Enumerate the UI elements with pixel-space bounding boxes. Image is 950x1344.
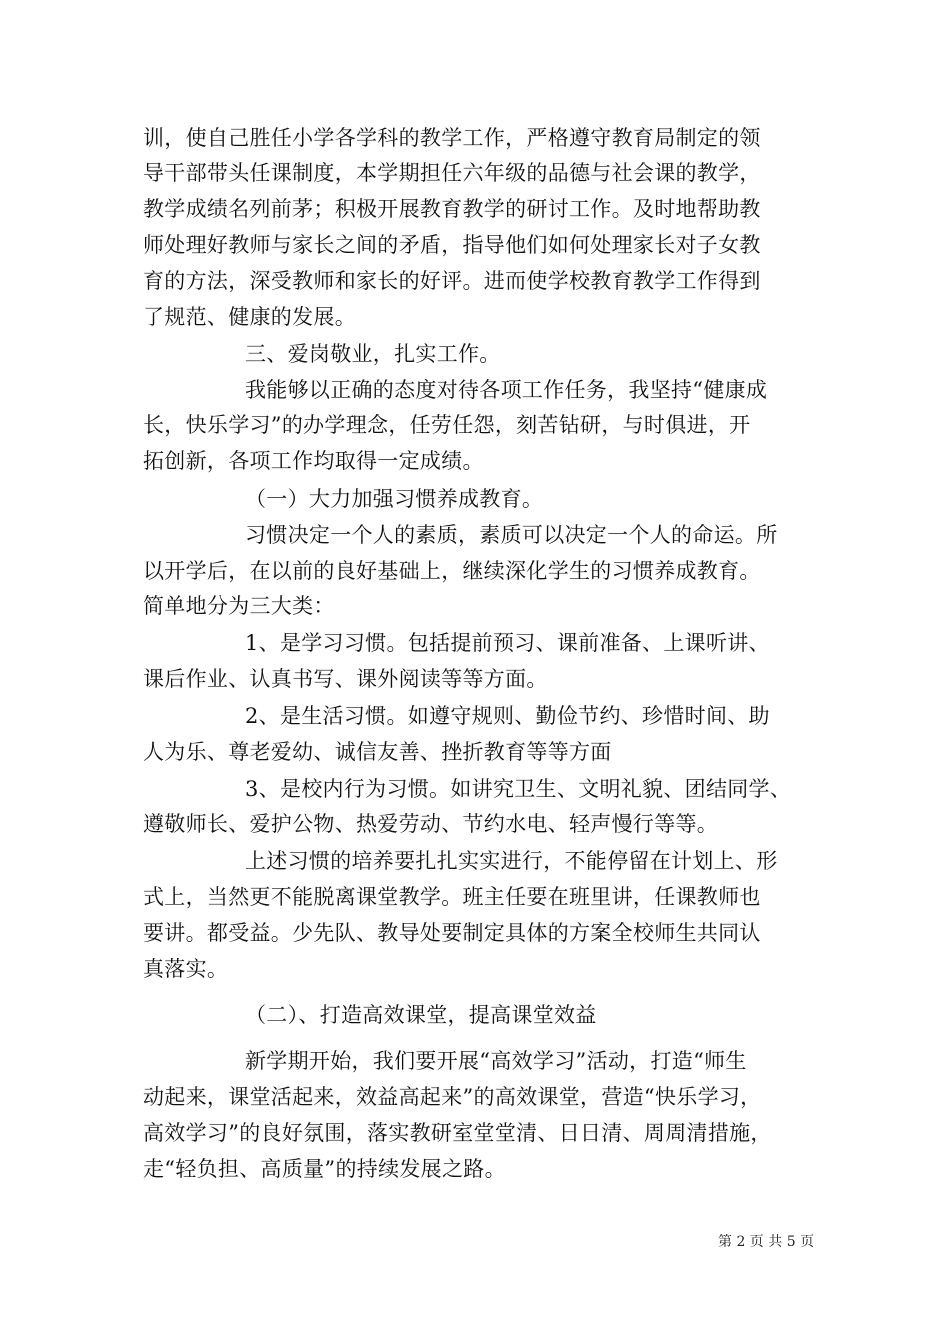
text-line: 课后作业、认真书写、课外阅读等等方面。 [143,667,548,691]
text-line: 育的方法，深受教师和家长的好评。进而使学校教育教学工作得到 [143,269,761,293]
text-line: 训，使自己胜任小学各学科的教学工作，严格遵守教育局制定的领 [143,126,761,150]
text-line: 真落实。 [143,957,229,981]
subsection-heading: （一）大力加强习惯养成教育。 [245,487,544,511]
paragraph-first-line: 上述习惯的培养要扎扎实实进行，不能停留在计划上、形 [245,849,778,873]
text-line: 长，快乐学习”的办学理念，任劳任怨，刻苦钻研，与时俱进，开 [143,413,751,437]
text-line: 拓创新，各项工作均取得一定成绩。 [143,449,484,473]
text-line: 遵敬师长、爱护公物、热爱劳动、节约水电、轻声慢行等等。 [143,812,719,836]
text-line: 走“轻负担、高质量”的持续发展之路。 [143,1157,506,1181]
text-line: 导干部带头任课制度，本学期担任六年级的品德与社会课的教学， [143,161,761,185]
text-line: 高效学习”的良好氛围，落实教研室堂堂清、日日清、周周清措施， [143,1121,772,1145]
text-line: 人为乐、尊老爱幼、诚信友善、挫折教育等等方面 [143,740,612,764]
subsection-heading: （二）、打造高效课堂，提高课堂效益 [245,1003,597,1027]
text-line: 师处理好教师与家长之间的矛盾，指导他们如何处理家长对子女教 [143,233,761,257]
text-line: 式上，当然更不能脱离课堂教学。班主任要在班里讲，任课教师也 [143,885,761,909]
section-heading: 三、爱岗敬业，扎实工作。 [245,342,501,366]
text-line: 以开学后，在以前的良好基础上，继续深化学生的习惯养成教育。 [143,559,761,583]
paragraph-first-line: 习惯决定一个人的素质，素质可以决定一个人的命运。所 [245,523,778,547]
paragraph-first-line: 我能够以正确的态度对待各项工作任务，我坚持“健康成 [245,378,768,402]
list-item-first-line: 2、是生活习惯。如遵守规则、勤俭节约、珍惜时间、助 [245,704,770,728]
page-number: 第 2 页 共 5 页 [718,1234,815,1250]
list-item-first-line: 1、是学习习惯。包括提前预习、课前准备、上课听讲、 [245,631,770,655]
text-line: 要讲。都受益。少先队、教导处要制定具体的方案全校师生共同认 [143,921,761,945]
text-line: 简单地分为三大类： [143,594,335,618]
text-line: 动起来，课堂活起来，效益高起来”的高效课堂，营造“快乐学习， [143,1085,762,1109]
paragraph-first-line: 新学期开始，我们要开展“高效学习”活动，打造“师生 [245,1049,747,1073]
list-item-first-line: 3、是校内行为习惯。如讲究卫生、文明礼貌、团结同学、 [245,777,792,801]
text-line: 教学成绩名列前茅；积极开展教育教学的研讨工作。及时地帮助教 [143,197,761,221]
text-line: 了规范、健康的发展。 [143,305,356,329]
